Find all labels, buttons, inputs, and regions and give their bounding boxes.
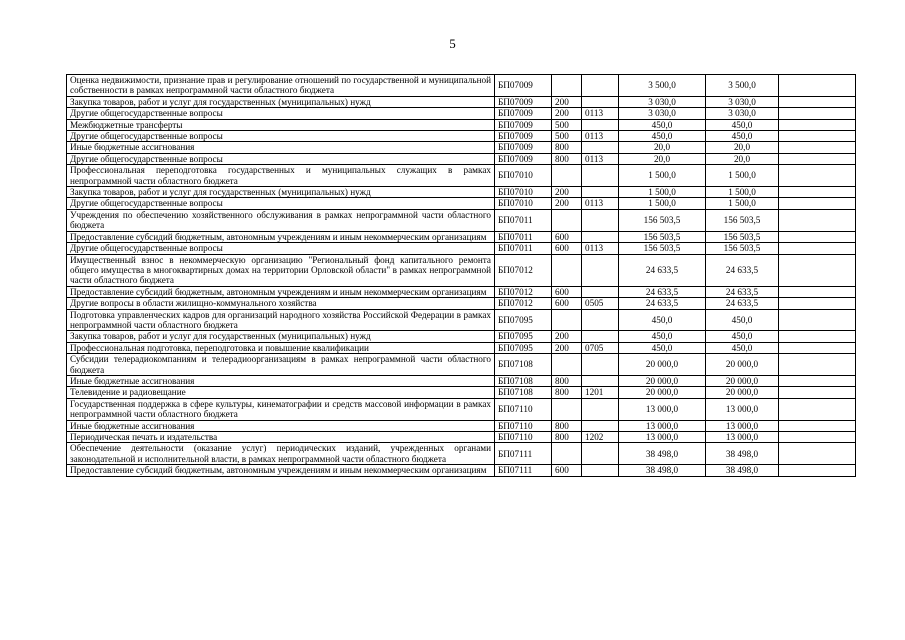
expense-type-cell <box>552 398 582 420</box>
item-name-cell: Подготовка управленческих кадров для организаций народного хозяйства Российской Федерации в рамках непрограммной части областного бюджета <box>67 309 495 331</box>
amount-cell: 1 500,0 <box>619 198 706 209</box>
item-name-cell: Телевидение и радиовещание <box>67 387 495 398</box>
amount-cell: 20 000,0 <box>619 354 706 376</box>
section-code-cell <box>582 187 619 198</box>
amount-cell: 1 500,0 <box>619 187 706 198</box>
item-name-cell: Имущественный взнос в некоммерческую организацию "Региональный фонд капитального ремонта общего имущества в многоквартирных домах на территории Орловской области" в рамках непрограммной части областного бюджета <box>67 254 495 286</box>
table-row <box>67 165 856 187</box>
amount-cell: 24 633,5 <box>619 286 706 297</box>
target-code-cell: БП07011 <box>495 243 552 254</box>
item-name-cell: Иные бюджетные ассигнования <box>67 420 495 431</box>
blank-cell <box>779 153 856 164</box>
table-row <box>67 254 856 286</box>
expense-type-cell: 800 <box>552 432 582 443</box>
section-code-cell <box>582 443 619 465</box>
section-code-cell <box>582 309 619 331</box>
amount-cell-2: 24 633,5 <box>706 286 779 297</box>
amount-cell: 20 000,0 <box>619 387 706 398</box>
amount-cell-2: 38 498,0 <box>706 443 779 465</box>
item-name-cell: Профессиональная подготовка, переподготовка и повышение квалификации <box>67 342 495 353</box>
section-code-cell: 0113 <box>582 153 619 164</box>
blank-cell <box>779 243 856 254</box>
table-row <box>67 354 856 376</box>
expense-type-cell: 200 <box>552 331 582 342</box>
amount-cell-2: 450,0 <box>706 309 779 331</box>
blank-cell <box>779 375 856 386</box>
item-name-cell: Профессиональная переподготовка государственных и муниципальных служащих в рамках непрограммной части областного бюджета <box>67 165 495 187</box>
item-name-cell: Закупка товаров, работ и услуг для государственных (муниципальных) нужд <box>67 331 495 342</box>
amount-cell-2: 1 500,0 <box>706 165 779 187</box>
expense-type-cell: 200 <box>552 108 582 119</box>
item-name-cell: Закупка товаров, работ и услуг для государственных (муниципальных) нужд <box>67 187 495 198</box>
expense-type-cell <box>552 209 582 231</box>
amount-cell-2: 450,0 <box>706 342 779 353</box>
section-code-cell: 1202 <box>582 432 619 443</box>
table-row <box>67 298 856 309</box>
item-name-cell: Другие общегосударственные вопросы <box>67 131 495 142</box>
expense-type-cell: 200 <box>552 187 582 198</box>
amount-cell-2: 20 000,0 <box>706 387 779 398</box>
section-code-cell: 0113 <box>582 108 619 119</box>
table-row <box>67 243 856 254</box>
page-number: 5 <box>449 36 456 51</box>
item-name-cell: Иные бюджетные ассигнования <box>67 142 495 153</box>
amount-cell: 1 500,0 <box>619 165 706 187</box>
target-code-cell: БП07012 <box>495 298 552 309</box>
blank-cell <box>779 398 856 420</box>
table-body <box>67 75 856 477</box>
section-code-cell <box>582 465 619 476</box>
table-row <box>67 443 856 465</box>
expense-type-cell: 200 <box>552 342 582 353</box>
amount-cell: 156 503,5 <box>619 231 706 242</box>
section-code-cell <box>582 231 619 242</box>
amount-cell-2: 13 000,0 <box>706 432 779 443</box>
item-name-cell: Другие общегосударственные вопросы <box>67 243 495 254</box>
expense-type-cell: 600 <box>552 286 582 297</box>
target-code-cell: БП07009 <box>495 96 552 107</box>
table-row <box>67 198 856 209</box>
blank-cell <box>779 165 856 187</box>
budget-table <box>66 74 856 477</box>
blank-cell <box>779 354 856 376</box>
table-row <box>67 187 856 198</box>
amount-cell-2: 3 030,0 <box>706 96 779 107</box>
section-code-cell: 1201 <box>582 387 619 398</box>
expense-type-cell: 600 <box>552 243 582 254</box>
item-name-cell: Межбюджетные трансферты <box>67 119 495 130</box>
amount-cell-2: 3 030,0 <box>706 108 779 119</box>
blank-cell <box>779 331 856 342</box>
amount-cell-2: 156 503,5 <box>706 209 779 231</box>
expense-type-cell: 800 <box>552 387 582 398</box>
amount-cell: 450,0 <box>619 119 706 130</box>
section-code-cell <box>582 96 619 107</box>
amount-cell: 13 000,0 <box>619 398 706 420</box>
amount-cell: 450,0 <box>619 131 706 142</box>
amount-cell: 156 503,5 <box>619 209 706 231</box>
amount-cell: 3 030,0 <box>619 96 706 107</box>
amount-cell: 13 000,0 <box>619 432 706 443</box>
amount-cell: 450,0 <box>619 309 706 331</box>
table-row <box>67 342 856 353</box>
blank-cell <box>779 198 856 209</box>
section-code-cell <box>582 354 619 376</box>
item-name-cell: Оценка недвижимости, признание прав и регулирование отношений по государственной и муниципальной собственности в рамках непрограммной части областного бюджета <box>67 75 495 97</box>
section-code-cell: 0505 <box>582 298 619 309</box>
section-code-cell: 0113 <box>582 243 619 254</box>
section-code-cell: 0705 <box>582 342 619 353</box>
table-row <box>67 131 856 142</box>
target-code-cell: БП07110 <box>495 432 552 443</box>
section-code-cell <box>582 209 619 231</box>
item-name-cell: Иные бюджетные ассигнования <box>67 375 495 386</box>
blank-cell <box>779 286 856 297</box>
table-row <box>67 387 856 398</box>
target-code-cell: БП07095 <box>495 331 552 342</box>
target-code-cell: БП07110 <box>495 398 552 420</box>
table-row <box>67 286 856 297</box>
target-code-cell: БП07012 <box>495 286 552 297</box>
item-name-cell: Предоставление субсидий бюджетным, автономным учреждениям и иным некоммерческим организациям <box>67 465 495 476</box>
expense-type-cell: 600 <box>552 231 582 242</box>
amount-cell: 20 000,0 <box>619 375 706 386</box>
expense-type-cell: 600 <box>552 465 582 476</box>
amount-cell: 24 633,5 <box>619 254 706 286</box>
table-row <box>67 309 856 331</box>
amount-cell-2: 13 000,0 <box>706 420 779 431</box>
item-name-cell: Предоставление субсидий бюджетным, автономным учреждениям и иным некоммерческим организациям <box>67 286 495 297</box>
target-code-cell: БП07111 <box>495 443 552 465</box>
amount-cell: 3 500,0 <box>619 75 706 97</box>
amount-cell-2: 3 500,0 <box>706 75 779 97</box>
blank-cell <box>779 75 856 97</box>
item-name-cell: Предоставление субсидий бюджетным, автономным учреждениям и иным некоммерческим организациям <box>67 231 495 242</box>
table-row <box>67 75 856 97</box>
amount-cell-2: 20 000,0 <box>706 354 779 376</box>
table-row <box>67 398 856 420</box>
expense-type-cell: 200 <box>552 198 582 209</box>
blank-cell <box>779 298 856 309</box>
blank-cell <box>779 420 856 431</box>
item-name-cell: Периодическая печать и издательства <box>67 432 495 443</box>
expense-type-cell: 800 <box>552 375 582 386</box>
blank-cell <box>779 108 856 119</box>
section-code-cell <box>582 398 619 420</box>
expense-type-cell: 800 <box>552 420 582 431</box>
amount-cell-2: 13 000,0 <box>706 398 779 420</box>
blank-cell <box>779 309 856 331</box>
amount-cell: 20,0 <box>619 153 706 164</box>
amount-cell: 38 498,0 <box>619 465 706 476</box>
table-row <box>67 465 856 476</box>
section-code-cell <box>582 286 619 297</box>
item-name-cell: Другие вопросы в области жилищно-коммунального хозяйства <box>67 298 495 309</box>
item-name-cell: Другие общегосударственные вопросы <box>67 198 495 209</box>
target-code-cell: БП07108 <box>495 387 552 398</box>
blank-cell <box>779 231 856 242</box>
item-name-cell: Субсидии телерадиокомпаниям и телерадиоорганизациям в рамках непрограммной части областного бюджета <box>67 354 495 376</box>
amount-cell: 38 498,0 <box>619 443 706 465</box>
blank-cell <box>779 187 856 198</box>
target-code-cell: БП07011 <box>495 209 552 231</box>
item-name-cell: Обеспечение деятельности (оказание услуг) периодических изданий, учрежденных органами законодательной и исполнительной власти, в рамках непрограммной части областного бюджета <box>67 443 495 465</box>
target-code-cell: БП07010 <box>495 198 552 209</box>
amount-cell-2: 20,0 <box>706 142 779 153</box>
target-code-cell: БП07095 <box>495 342 552 353</box>
table-row <box>67 119 856 130</box>
amount-cell-2: 20,0 <box>706 153 779 164</box>
expense-type-cell: 500 <box>552 131 582 142</box>
expense-type-cell: 200 <box>552 96 582 107</box>
table-row <box>67 108 856 119</box>
item-name-cell: Закупка товаров, работ и услуг для государственных (муниципальных) нужд <box>67 96 495 107</box>
amount-cell: 24 633,5 <box>619 298 706 309</box>
amount-cell-2: 450,0 <box>706 331 779 342</box>
target-code-cell: БП07012 <box>495 254 552 286</box>
table-row <box>67 231 856 242</box>
table-row <box>67 331 856 342</box>
expense-type-cell <box>552 254 582 286</box>
section-code-cell: 0113 <box>582 198 619 209</box>
item-name-cell: Учреждения по обеспечению хозяйственного обслуживания в рамках непрограммной части областного бюджета <box>67 209 495 231</box>
table-row <box>67 209 856 231</box>
amount-cell-2: 20 000,0 <box>706 375 779 386</box>
amount-cell: 20,0 <box>619 142 706 153</box>
expense-type-cell: 600 <box>552 298 582 309</box>
blank-cell <box>779 119 856 130</box>
expense-type-cell <box>552 443 582 465</box>
blank-cell <box>779 342 856 353</box>
blank-cell <box>779 131 856 142</box>
amount-cell: 3 030,0 <box>619 108 706 119</box>
table-row <box>67 153 856 164</box>
table-row <box>67 96 856 107</box>
amount-cell: 13 000,0 <box>619 420 706 431</box>
amount-cell-2: 24 633,5 <box>706 254 779 286</box>
table-row <box>67 142 856 153</box>
target-code-cell: БП07009 <box>495 131 552 142</box>
amount-cell-2: 1 500,0 <box>706 187 779 198</box>
item-name-cell: Другие общегосударственные вопросы <box>67 108 495 119</box>
amount-cell-2: 156 503,5 <box>706 231 779 242</box>
blank-cell <box>779 142 856 153</box>
table-row <box>67 375 856 386</box>
amount-cell-2: 156 503,5 <box>706 243 779 254</box>
target-code-cell: БП07009 <box>495 119 552 130</box>
item-name-cell: Другие общегосударственные вопросы <box>67 153 495 164</box>
section-code-cell <box>582 375 619 386</box>
section-code-cell <box>582 142 619 153</box>
blank-cell <box>779 209 856 231</box>
amount-cell: 450,0 <box>619 331 706 342</box>
target-code-cell: БП07111 <box>495 465 552 476</box>
target-code-cell: БП07108 <box>495 354 552 376</box>
amount-cell: 156 503,5 <box>619 243 706 254</box>
expense-type-cell <box>552 165 582 187</box>
item-name-cell: Государственная поддержка в сфере культуры, кинематографии и средств массовой информации в рамках непрограммной части областного бюджета <box>67 398 495 420</box>
table-row <box>67 432 856 443</box>
target-code-cell: БП07110 <box>495 420 552 431</box>
expense-type-cell: 800 <box>552 153 582 164</box>
target-code-cell: БП07009 <box>495 75 552 97</box>
table-row <box>67 420 856 431</box>
expense-type-cell <box>552 309 582 331</box>
amount-cell-2: 38 498,0 <box>706 465 779 476</box>
section-code-cell <box>582 119 619 130</box>
blank-cell <box>779 254 856 286</box>
target-code-cell: БП07011 <box>495 231 552 242</box>
amount-cell-2: 450,0 <box>706 119 779 130</box>
target-code-cell: БП07095 <box>495 309 552 331</box>
amount-cell-2: 24 633,5 <box>706 298 779 309</box>
expense-type-cell <box>552 75 582 97</box>
expense-type-cell: 800 <box>552 142 582 153</box>
target-code-cell: БП07009 <box>495 142 552 153</box>
section-code-cell <box>582 75 619 97</box>
amount-cell-2: 450,0 <box>706 131 779 142</box>
section-code-cell <box>582 254 619 286</box>
target-code-cell: БП07108 <box>495 375 552 386</box>
blank-cell <box>779 432 856 443</box>
section-code-cell <box>582 331 619 342</box>
blank-cell <box>779 387 856 398</box>
target-code-cell: БП07010 <box>495 165 552 187</box>
section-code-cell <box>582 165 619 187</box>
expense-type-cell: 500 <box>552 119 582 130</box>
target-code-cell: БП07009 <box>495 108 552 119</box>
section-code-cell: 0113 <box>582 131 619 142</box>
target-code-cell: БП07010 <box>495 187 552 198</box>
amount-cell-2: 1 500,0 <box>706 198 779 209</box>
expense-type-cell <box>552 354 582 376</box>
blank-cell <box>779 96 856 107</box>
blank-cell <box>779 443 856 465</box>
amount-cell: 450,0 <box>619 342 706 353</box>
target-code-cell: БП07009 <box>495 153 552 164</box>
blank-cell <box>779 465 856 476</box>
section-code-cell <box>582 420 619 431</box>
